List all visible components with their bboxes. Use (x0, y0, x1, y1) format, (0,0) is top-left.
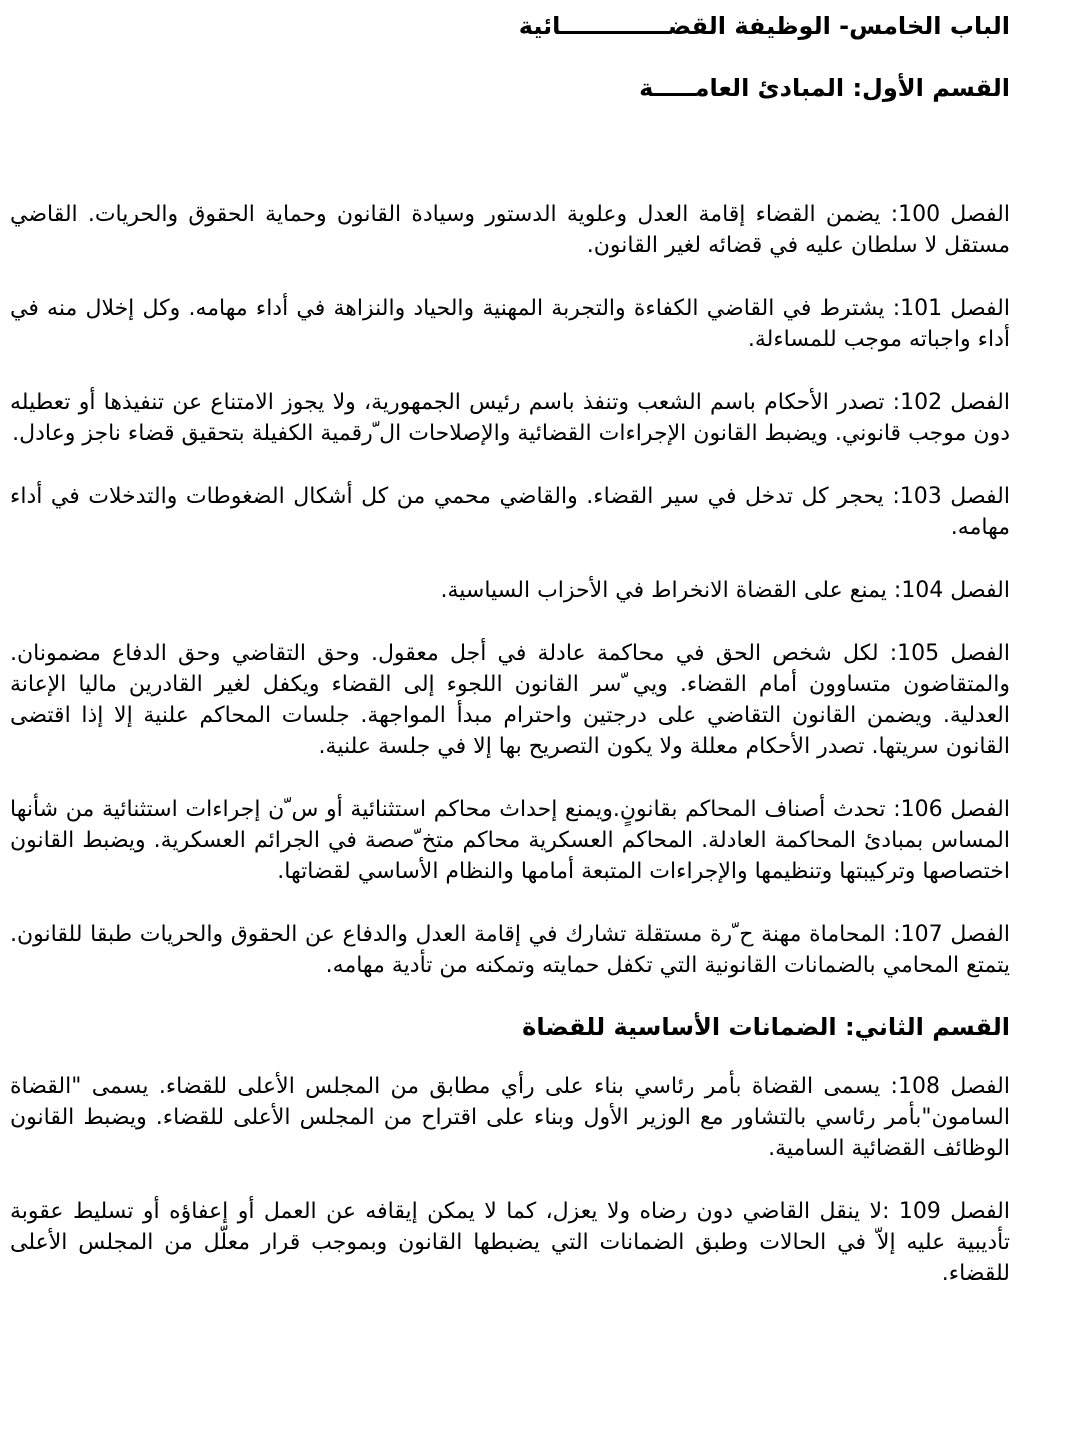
chapter-title: الباب الخامس- الوظيفة القضـــــــــــــائية (518, 12, 1010, 40)
article-104: الفصل 104: يمنع على القضاة الانخراط في الأحزاب السياسية. (440, 578, 1010, 603)
section-title-guarantees: القسم الثاني: الضمانات الأساسية للقضاة (522, 1013, 1010, 1041)
article-107: الفصل 107: المحاماة مهنة ح ّرة مستقلة تشارك في إقامة العدل والدفاع عن الحقوق والحريات طبقا للقانون. يتمتع المحامي بالضمانات القانونية التي تكفل حمايته وتمكنه من تأدية مهامه. (10, 922, 1010, 978)
document-page (10, 0, 1010, 1444)
article-101: الفصل 101: يشترط في القاضي الكفاءة والتجربة المهنية والحياد والنزاهة في أداء مهامه. وكل إخلال منه في أداء واجباته موجب للمساءلة. (10, 296, 1010, 352)
article-109: الفصل 109 :لا ينقل القاضي دون رضاه ولا يعزل، كما لا يمكن إيقافه عن العمل أو إعفاؤه أو تسليط عقوبة تأديبية عليه إلاّ في الحالات وطبق الضمانات التي يضبطها القانون وبموجب قرار معلّل من المجلس الأعلى للقضاء. (10, 1199, 1010, 1286)
article-108: الفصل 108: يسمى القضاة بأمر رئاسي بناء على رأي مطابق من المجلس الأعلى للقضاء. يسمى "القضاة السامون"بأمر رئاسي بالتشاور مع الوزير الأول وبناء على اقتراح من المجلس الأعلى للقضاء. ويضبط القانون الوظائف القضائية السامية. (10, 1074, 1010, 1161)
section-title-general-principles: القسم الأول: المبادئ العامـــــة (639, 74, 1010, 102)
article-103: الفصل 103: يحجر كل تدخل في سير القضاء. والقاضي محمي من كل أشكال الضغوطات والتدخلات في أداء مهامه. (10, 484, 1010, 540)
article-106: الفصل 106: تحدث أصناف المحاكم بقانونٍ.ويمنع إحداث محاكم استثنائية أو س ّن إجراءات استثنائية من شأنها المساس بمبادئ المحاكمة العادلة. المحاكم العسكرية محاكم متخ ّصصة في الجرائم العسكرية. ويضبط القانون اختصاصها وتركيبتها وتنظيمها والإجراءات المتبعة أمامها والنظام الأساسي لقضاتها. (10, 797, 1010, 884)
article-105: الفصل 105: لكل شخص الحق في محاكمة عادلة في أجل معقول. وحق التقاضي وحق الدفاع مضمونان. والمتقاضون متساوون أمام القضاء. ويي ّسر القانون اللجوء إلى القضاء ويكفل لغير القادرين ماليا الإعانة العدلية. ويضمن القانون التقاضي على درجتين واحترام مبدأ المواجهة. جلسات المحاكم علنية إلا إذا اقتضى القانون سريتها. تصدر الأحكام معللة ولا يكون التصريح بها إلا في جلسة علنية. (10, 641, 1010, 759)
article-102: الفصل 102: تصدر الأحكام باسم الشعب وتنفذ باسم رئيس الجمهورية، ولا يجوز الامتناع عن تنفيذها أو تعطيله دون موجب قانوني. ويضبط القانون الإجراءات القضائية والإصلاحات ال ّرقمية الكفيلة بتحقيق قضاء ناجز وعادل. (10, 390, 1010, 446)
article-100: الفصل 100: يضمن القضاء إقامة العدل وعلوية الدستور وسيادة القانون وحماية الحقوق والحريات. القاضي مستقل لا سلطان عليه في قضائه لغير القانون. (10, 202, 1010, 258)
